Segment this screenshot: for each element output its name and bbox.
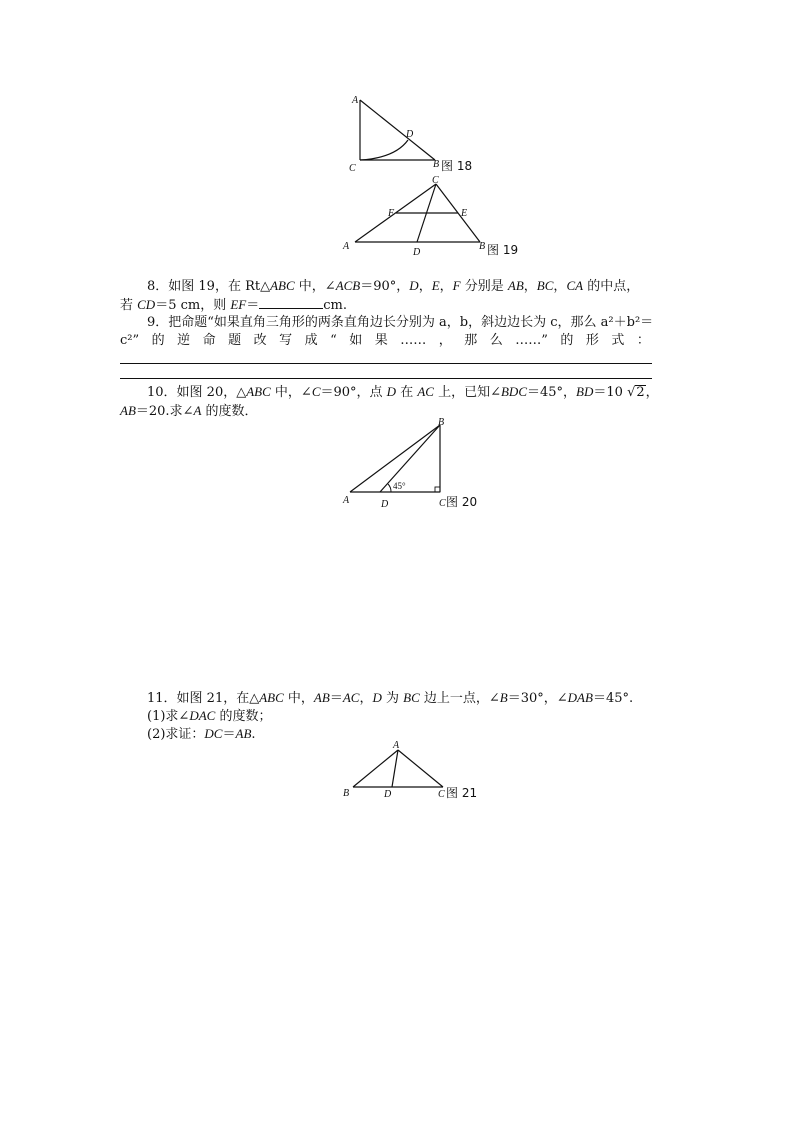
- question-10-line-2: AB＝20.求∠A 的度数．: [120, 403, 258, 419]
- arc-cd: [360, 140, 408, 160]
- label-b: B: [438, 417, 445, 428]
- figure-19-diagram: [340, 172, 530, 262]
- label-a: A: [343, 241, 350, 252]
- side-ab: [353, 750, 398, 787]
- figure-caption: 图 18: [441, 159, 473, 173]
- figure-21: [335, 735, 495, 805]
- label-b: B: [479, 241, 486, 252]
- label-b: B: [433, 159, 440, 170]
- figure-18-diagram: [340, 90, 490, 180]
- label-e: E: [461, 208, 468, 219]
- label-c: C: [439, 498, 446, 509]
- label-c: C: [432, 175, 439, 186]
- label-d: D: [381, 499, 389, 510]
- question-9-line-2: c²” 的 逆 命 题 改 写 成 “ 如 果 …… ， 那 么 ……” 的 形 式 ：: [120, 333, 650, 348]
- figure-20-diagram: [335, 415, 495, 515]
- label-a: A: [343, 495, 350, 506]
- question-11-line-3: (2)求证：DC＝AB.: [147, 726, 256, 742]
- label-a: A: [352, 95, 359, 106]
- figure-caption: 图 19: [487, 243, 519, 257]
- question-11-line-1: 11．如图 21，在△ABC 中，AB＝AC，D 为 BC 边上一点，∠B＝30°，∠DAB＝45°.: [147, 690, 634, 706]
- right-angle-mark: [435, 487, 440, 492]
- figure-caption: 图 20: [446, 495, 478, 509]
- sqrt-radicand: 2: [636, 385, 645, 400]
- label-f: F: [388, 208, 395, 219]
- label-b: B: [343, 788, 350, 799]
- answer-blank[interactable]: [259, 296, 323, 309]
- side-ac: [398, 750, 443, 787]
- label-d: D: [413, 247, 421, 258]
- label-c: C: [438, 789, 445, 800]
- question-8-line-2: 若 CD＝5 cm，则 EF＝ cm.: [120, 297, 348, 313]
- segment-ad: [392, 750, 398, 787]
- angle-arc: [388, 484, 391, 492]
- figure-18: [340, 90, 490, 180]
- question-11-line-2: (1)求∠DAC 的度数；: [147, 708, 272, 724]
- figure-caption: 图 21: [446, 786, 478, 800]
- angle-label: 45°: [393, 481, 406, 491]
- label-c: C: [349, 163, 356, 174]
- question-9-line-1: 9．把命题“如果直角三角形的两条直角边长分别为 a，b，斜边边长为 c，那么 a²＋b²＝: [147, 315, 654, 330]
- question-10-line-1: 10．如图 20，△ABC 中，∠C＝90°，点 D 在 AC 上，已知∠BDC＝45°，BD＝10 √2，: [147, 384, 659, 400]
- figure-19: [340, 172, 530, 262]
- figure-20: [335, 415, 495, 515]
- segment-bd: [380, 425, 440, 492]
- answer-line-2[interactable]: [120, 378, 652, 379]
- question-8-line-1: 8．如图 19，在 Rt△ABC 中，∠ACB＝90°，D，E，F 分别是 AB，BC，CA 的中点，: [147, 278, 640, 294]
- sqrt-symbol: √: [627, 385, 636, 400]
- answer-line-1[interactable]: [120, 363, 652, 364]
- label-d: D: [406, 129, 414, 140]
- side-ab: [360, 100, 435, 160]
- label-d: D: [384, 789, 392, 800]
- label-a: A: [393, 740, 400, 751]
- figure-21-diagram: [335, 735, 495, 805]
